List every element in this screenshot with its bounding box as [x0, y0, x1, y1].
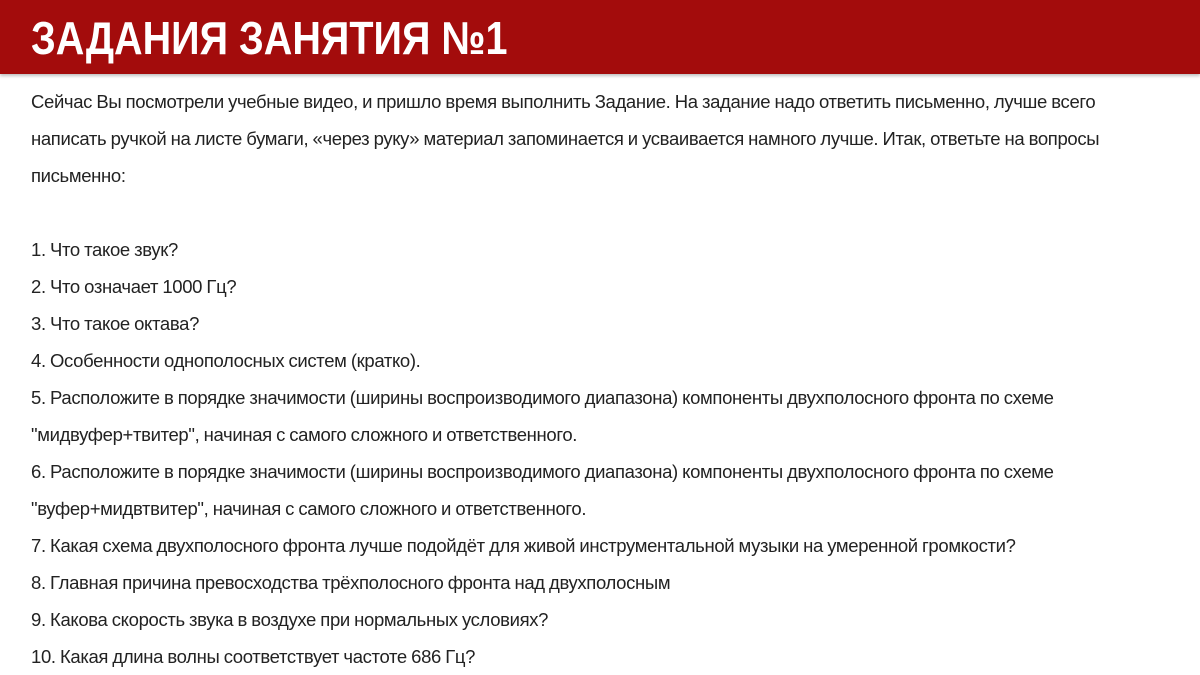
question-item-6: 6. Расположите в порядке значимости (ширины воспроизводимого диапазона) компоненты двухполосного фронта по схеме "вуфер+мидвтвитер", начиная с самого сложного и ответственного. [31, 461, 1054, 519]
question-item-4: 4. Особенности однополосных систем (кратко). [31, 350, 421, 371]
intro-paragraph: Сейчас Вы посмотрели учебные видео, и пришло время выполнить Задание. На задание надо ответить письменно, лучше всего написать ручкой на листе бумаги, «через руку» материал запоминается и усваивается намного лучше. Итак, ответьте на вопросы письменно: [31, 91, 1100, 186]
paragraph-spacer [31, 194, 1171, 231]
page-title: ЗАДАНИЯ ЗАНЯТИЯ №1 [31, 12, 508, 64]
question-list [31, 231, 1171, 675]
question-item-1: 1. Что такое звук? [31, 239, 178, 260]
question-item-8: 8. Главная причина превосходства трёхполосного фронта над двухполосным [31, 572, 671, 593]
question-item-7: 7. Какая схема двухполосного фронта лучше подойдёт для живой инструментальной музыки на умеренной громкости? [31, 535, 1016, 556]
question-item-2: 2. Что означает 1000 Гц? [31, 276, 237, 297]
title-banner [0, 0, 1200, 74]
question-item-10: 10. Какая длина волны соответствует частоте 686 Гц? [31, 646, 476, 667]
question-item-5: 5. Расположите в порядке значимости (ширины воспроизводимого диапазона) компоненты двухполосного фронта по схеме "мидвуфер+твитер", начиная с самого сложного и ответственного. [31, 387, 1054, 445]
question-item-9: 9. Какова скорость звука в воздухе при нормальных условиях? [31, 609, 549, 630]
question-item-3: 3. Что такое октава? [31, 313, 200, 334]
assignment-content [31, 83, 1171, 675]
